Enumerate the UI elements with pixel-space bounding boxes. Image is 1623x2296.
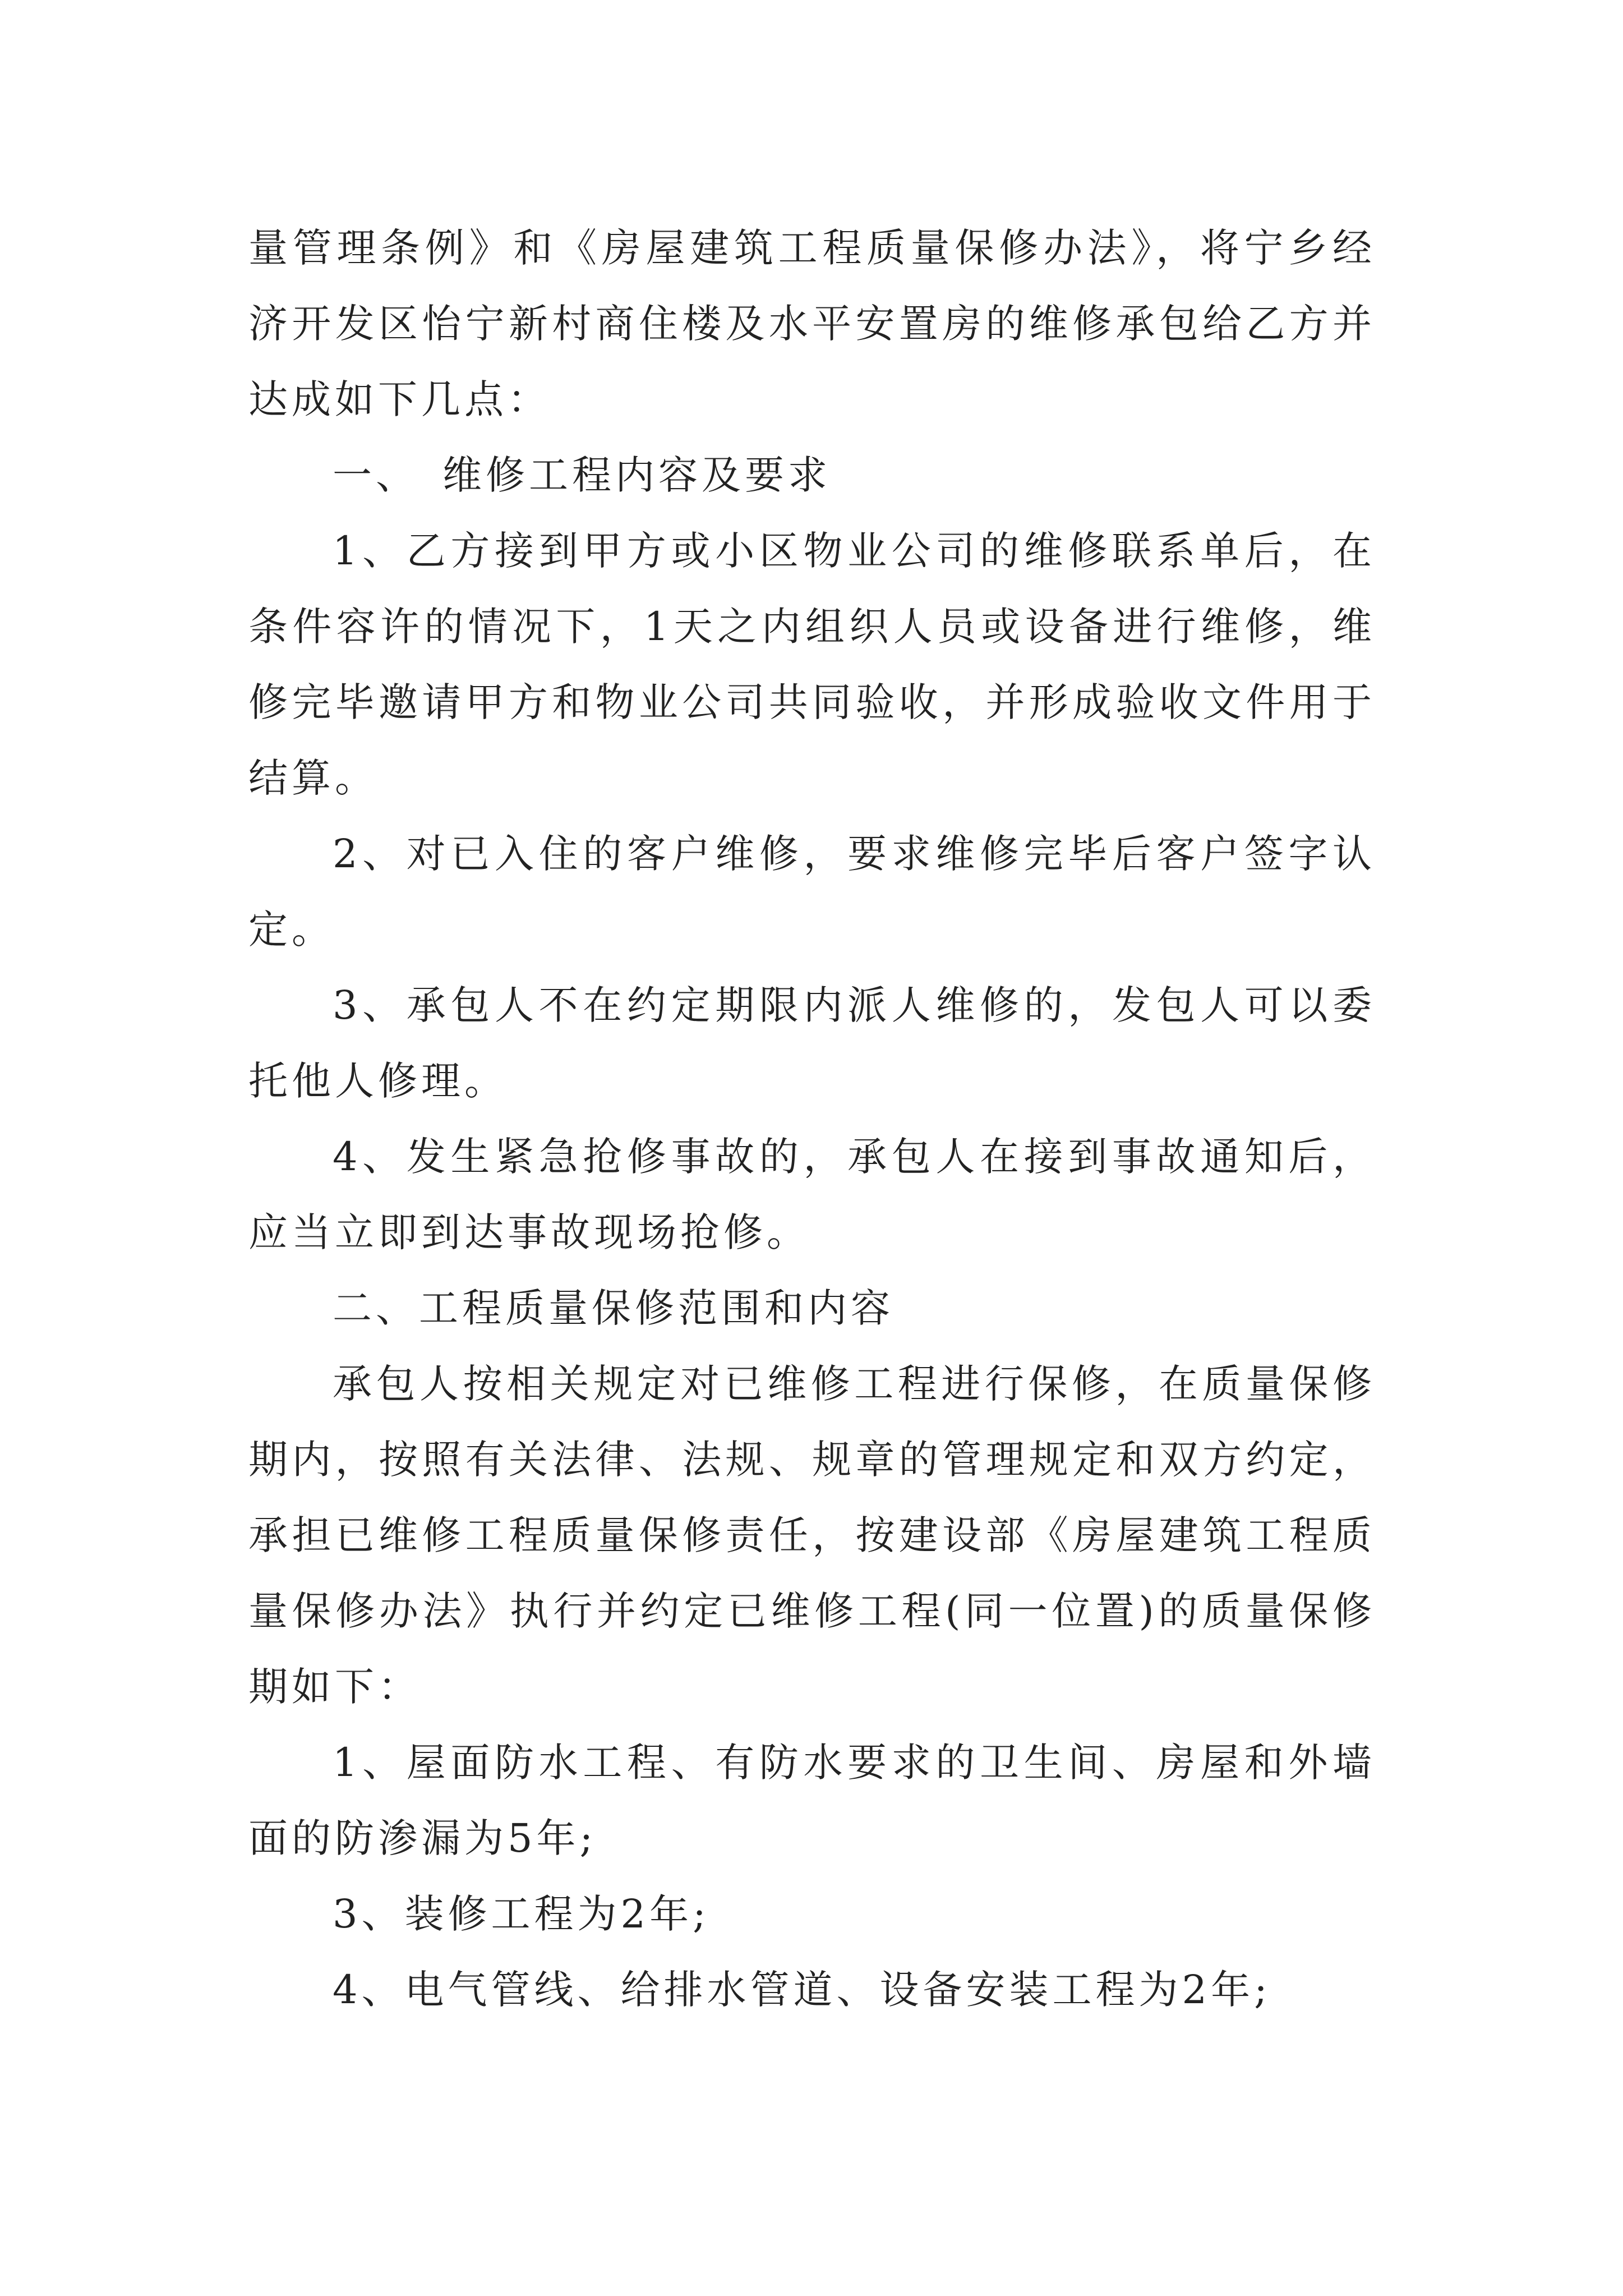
paragraph-item-2-3: 3、装修工程为2年;: [333, 1891, 710, 1937]
paragraph-item-1-1: 1、乙方接到甲方或小区物业公司的维修联系单后，在条件容许的情况下，1天之内组织人员或设备进行维修，维修完毕邀请甲方和物业公司共同验收，并形成验收文件用于结算。: [248, 528, 1376, 801]
section-heading-2: 二、工程质量保修范围和内容: [333, 1285, 894, 1331]
paragraph-item-1-2: 2、对已入住的客户维修，要求维修完毕后客户签字认定。: [248, 831, 1376, 953]
paragraph-section-2-body: 承包人按相关规定对已维修工程进行保修，在质量保修期内，按照有关法律、法规、规章的管理规定和双方约定，承担已维修工程质量保修责任，按建设部《房屋建筑工程质量保修办法》执行并约定已维修工程(同一位置)的质量保修期如下：: [248, 1361, 1376, 1710]
paragraph-item-2-1: 1、屋面防水工程、有防水要求的卫生间、房屋和外墙面的防渗漏为5年;: [248, 1740, 1376, 1861]
paragraph-item-1-4: 4、发生紧急抢修事故的，承包人在接到事故通知后，应当立即到达事故现场抢修。: [248, 1134, 1376, 1255]
section-heading-1: 一、 维修工程内容及要求: [333, 452, 831, 498]
paragraph-item-1-3: 3、承包人不在约定期限内派人维修的，发包人可以委托他人修理。: [248, 982, 1376, 1104]
paragraph-intro: 量管理条例》和《房屋建筑工程质量保修办法》，将宁乡经济开发区怡宁新村商住楼及水平安置房的维修承包给乙方并达成如下几点：: [248, 225, 1376, 422]
paragraph-item-2-4: 4、电气管线、给排水管道、设备安装工程为2年;: [333, 1967, 1271, 2013]
document-body: [248, 210, 1376, 2028]
